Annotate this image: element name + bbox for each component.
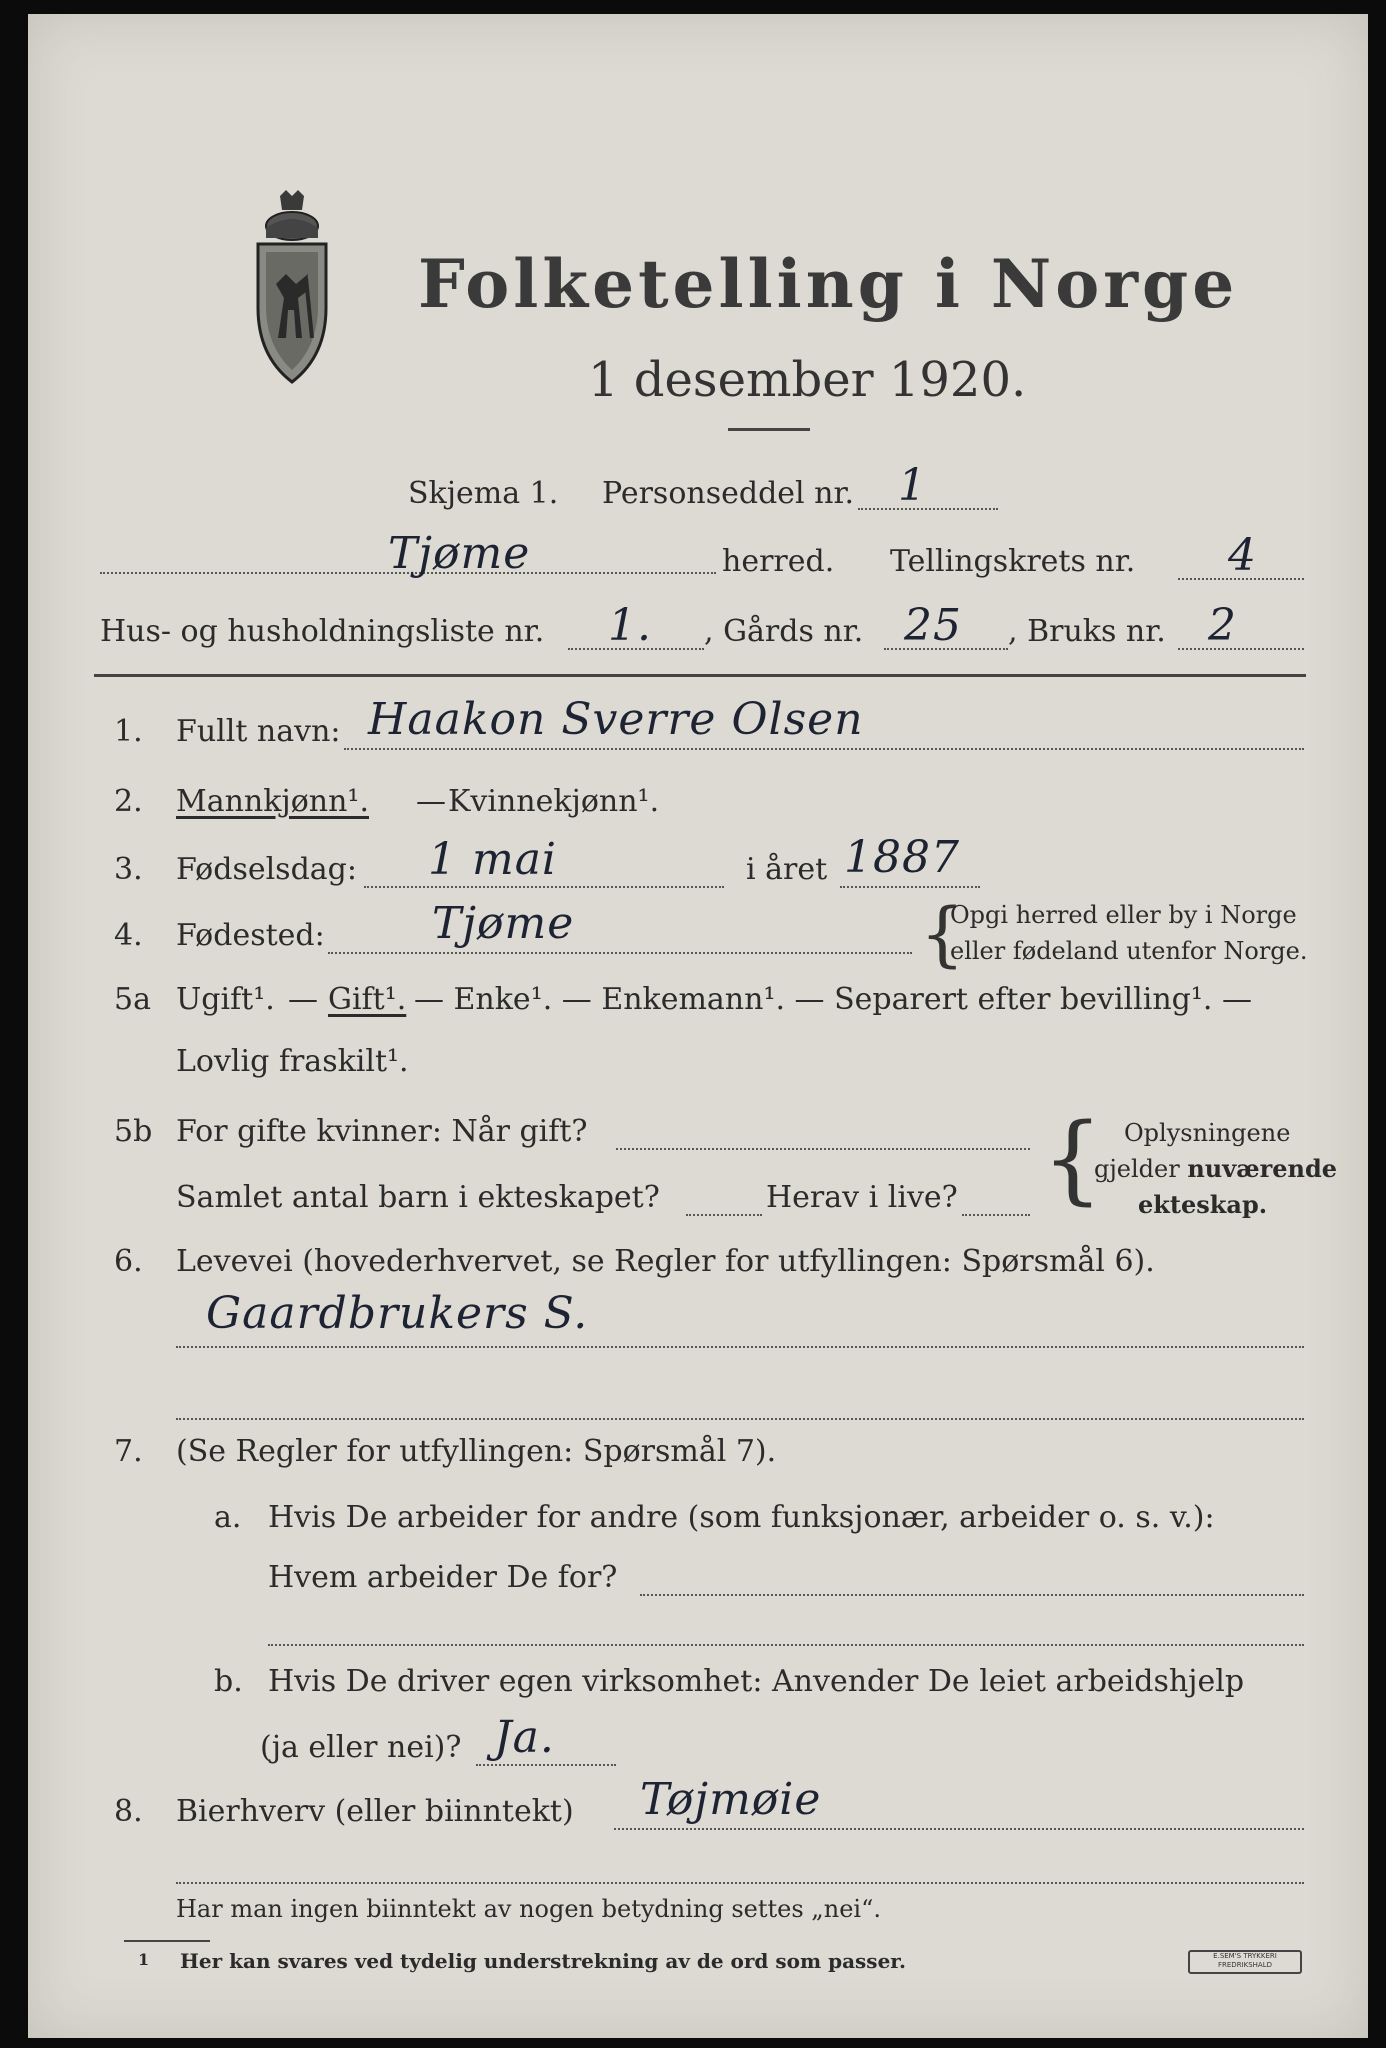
q7b-line1: Hvis De driver egen virksomhet: Anvender De leiet arbeidshjelp <box>268 1664 1245 1699</box>
q4-number: 4. <box>114 918 143 953</box>
personseddel-value: 1 <box>898 460 927 511</box>
q8-label: Bierhverv (eller biinntekt) <box>176 1794 574 1829</box>
bruks-label: , Bruks nr. <box>1008 614 1166 649</box>
q5b-number: 5b <box>114 1114 153 1149</box>
q3-label: Fødselsdag: <box>176 852 357 887</box>
q6-value: Gaardbrukers S. <box>206 1288 589 1339</box>
q4-line <box>328 952 912 954</box>
q4-note-brace: { <box>920 893 965 975</box>
q4-value: Tjøme <box>432 898 575 949</box>
footnote-text: Her kan svares ved tydelig understrekning av de ord som passer. <box>180 1949 906 1973</box>
q5b-note-brace: { <box>1042 1103 1104 1215</box>
q6-line1 <box>176 1346 1304 1348</box>
personseddel-line <box>858 508 998 510</box>
q5b-line1: For gifte kvinner: Når gift? <box>176 1114 588 1149</box>
q5a-line2: Lovlig fraskilt¹. <box>176 1044 409 1079</box>
q3-line <box>364 886 724 888</box>
q3-year-value: 1887 <box>844 832 960 883</box>
bruks-value: 2 <box>1208 600 1237 651</box>
q2-kvinnekjonn: Kvinnekjønn¹. <box>448 784 660 819</box>
tellingskrets-value: 4 <box>1228 530 1257 581</box>
tellingskrets-label: Tellingskrets nr. <box>890 544 1136 579</box>
herred-label: herred. <box>722 544 835 579</box>
q5a-gift: Gift¹. <box>328 982 407 1017</box>
census-date: 1 desember 1920. <box>588 352 1027 408</box>
q8-number: 8. <box>114 1794 143 1829</box>
title-rule <box>728 428 810 431</box>
q5b-line2b: Herav i live? <box>766 1180 958 1215</box>
printer-stamp <box>1188 1950 1302 1974</box>
printer-stamp-text: E.SEM'S TRYKKERI FREDRIKSHALD <box>1213 1952 1277 1969</box>
q5b-when-line <box>616 1148 1030 1150</box>
q4-note-line1: Opgi herred eller by i Norge <box>950 901 1297 929</box>
q7b-number: b. <box>214 1664 243 1699</box>
census-form-sheet <box>28 14 1368 2038</box>
q5b-note-line3: ekteskap. <box>1138 1190 1268 1219</box>
q7-number: 7. <box>114 1434 143 1469</box>
q6-label: Levevei (hovederhvervet, se Regler for utfyllingen: Spørsmål 6). <box>176 1244 1155 1279</box>
header-separator <box>94 674 1306 677</box>
q1-number: 1. <box>114 714 143 749</box>
herred-value: Tjøme <box>388 528 531 579</box>
q1-label: Fullt navn: <box>176 714 341 749</box>
q5b-note-line1: Oplysningene <box>1124 1119 1291 1147</box>
q7a-number: a. <box>214 1500 242 1535</box>
q5b-note-line2a: gjelder <box>1094 1155 1188 1183</box>
q5a-dash: — <box>288 982 318 1017</box>
q7a-line2: Hvem arbeider De for? <box>268 1560 618 1595</box>
footer-note: Har man ingen biinntekt av nogen betydning settes „nei“. <box>176 1895 881 1923</box>
footnote-mark: 1 <box>138 1950 150 1969</box>
q8-value: Tøjmøie <box>640 1774 822 1825</box>
gards-label: , Gårds nr. <box>704 614 864 649</box>
q3-year-line <box>840 886 980 888</box>
q7b-value: Ja. <box>494 1712 555 1763</box>
footnote-rule <box>124 1940 210 1942</box>
q1-line <box>344 748 1304 750</box>
q3-value: 1 mai <box>428 834 558 885</box>
q6-number: 6. <box>114 1244 143 1279</box>
q5a-rest: — Enke¹. — Enkemann¹. — Separert efter bevilling¹. — <box>414 982 1252 1017</box>
skjema-label: Skjema 1. <box>408 476 559 511</box>
hus-label: Hus- og husholdningsliste nr. <box>100 614 545 649</box>
q7a-line1: Hvis De arbeider for andre (som funksjonær, arbeider o. s. v.): <box>268 1500 1215 1535</box>
form-title: Folketelling i Norge <box>418 245 1239 323</box>
q5a-number: 5a <box>114 982 151 1017</box>
q7a-line2-blank <box>640 1594 1304 1596</box>
q5b-children-line <box>686 1214 762 1216</box>
q1-value: Haakon Sverre Olsen <box>368 694 864 745</box>
q7-label: (Se Regler for utfyllingen: Spørsmål 7). <box>176 1434 777 1469</box>
q5b-note-line2b: nuværende <box>1187 1154 1338 1183</box>
q5a-ugift: Ugift¹. <box>176 982 275 1017</box>
q8-line2 <box>176 1882 1304 1884</box>
q7b-answer-line <box>476 1764 616 1766</box>
norway-coat-of-arms-icon <box>250 188 334 388</box>
q2-dash: — <box>416 784 446 819</box>
q2-number: 2. <box>114 784 143 819</box>
bruks-line <box>1178 648 1304 650</box>
q8-line <box>614 1828 1304 1830</box>
q5b-line2a: Samlet antal barn i ekteskapet? <box>176 1180 660 1215</box>
personseddel-label: Personseddel nr. <box>602 476 855 511</box>
q3-number: 3. <box>114 852 143 887</box>
q4-label: Fødested: <box>176 918 325 953</box>
q7b-line2: (ja eller nei)? <box>260 1730 462 1765</box>
hus-value: 1. <box>608 600 652 651</box>
gards-value: 25 <box>904 600 962 651</box>
q6-line2 <box>176 1418 1304 1420</box>
q3-year-label: i året <box>746 852 828 887</box>
q2-mannkjonn: Mannkjønn¹. <box>176 784 369 819</box>
q5b-note-line2 <box>1094 1154 1337 1184</box>
q4-note-line2: eller fødeland utenfor Norge. <box>950 937 1308 965</box>
q7a-line3-blank <box>268 1644 1304 1646</box>
q5b-alive-line <box>962 1214 1030 1216</box>
